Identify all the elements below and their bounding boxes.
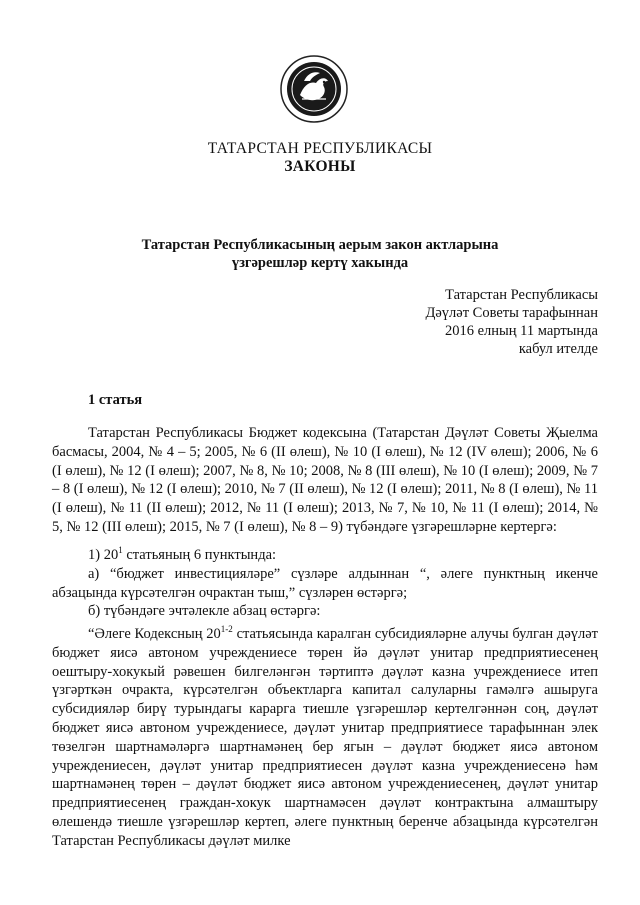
law-heading: ЗАКОНЫ <box>284 158 356 175</box>
intro-paragraph: Татарстан Республикасы Бюджет кодексына (Татарстан Дәүләт Советы Җыелма басмасы, 2004, № 4 – 5; 2005, № 6 (II өлеш), № 10 (I өлеш), № 12 (IV өлеш); 2006, № 6 (I өлеш), № 12 (I өлеш); 2007, № 8, № 10; 2008, № 8 (III өлеш), № 10 (I өлеш); 2009, № 7 – 8 (I өлеш), № 12 (I өлеш); 2010, № 7 (II өлеш), № 12 (I өлеш); 2011, № 8 (I өлеш), № 11 (I өлеш), № 11 (II өлеш); 2012, № 11 (I өлеш); 2013, № 7, № 10, № 11 (I өлеш); 2014, № 5, № 12 (III өлеш); 2015, № 7 (I өлеш), № 8 – 9) түбәндәге үзгәрешләрне кертергә: <box>52 425 598 535</box>
quote-post: статьясында каралган субсидияләрне алучы булган дәүләт бюджет яисә автоном учреждениесе төрен йә дәүләт унитар предприятиесенең оештыру-хокукый рәвешен билгеләнгән тәртиптә дәүләт казна учреждениесе итеп үзгәрткән очракта, күрсәтелгән объектларга капитал салуларны гамәлгә ашыруга субсидияләр бирү турындагы караргa тиешле үзгәрешләр кертелгәннән соң, дәүләт бюджет яисә автоном учреждениесе, дәүләт унитар предприятиесе тарафыннан элек төзелгән шартнамәләргә шартнамәнең бер ягын – дәүләт бюджет яисә автоном учреждениесен, дәүләт унитар предприятиесен дәүләт казна учреждениесенә һәм шартнамәнең төрен – дәүләт бюджет яисә автоном учреждениесенең, дәүләт унитар предприятиесенең граждан-хокук шартнамәсен дәүләт контрактына алмаштыру өлешендә тиешле үзгәрешләр кертеп, әлеге пунктның беренче абзацында күрсәтелгән Татарстан Республикасы дәүләт милке <box>52 626 599 849</box>
law-title-line-2: үзгәрешләр кертү хакында <box>231 255 409 271</box>
item-1 <box>52 546 598 565</box>
adoption-line-2: Дәүләт Советы тарафыннан <box>425 305 598 321</box>
article-intro <box>52 424 598 537</box>
amendment-items <box>52 546 598 621</box>
republic-heading: ТАТАРСТАН РЕСПУБЛИКАСЫ <box>207 140 433 157</box>
adoption-date: 2016 елның 11 мартында <box>445 323 598 339</box>
law-title-line-1: Татарстан Республикасының аерым закон актларына <box>141 237 499 253</box>
item-1-pre: 1) 20 <box>88 547 119 563</box>
quote-pre: “Әлеге Кодексның 20 <box>88 626 221 642</box>
item-a: а) “бюджет инвестицияләре” сүзләре алдыннан “, әлеге пунктның икенче абзацында күрсәтелгән очрактан тыш,” сүзләрен өстәргә; <box>52 565 598 601</box>
quote-text <box>52 625 598 851</box>
adoption-line-1: Татарстан Республикасы <box>445 287 598 303</box>
item-b: б) түбәндәге эчтәлекле абзац өстәргә: <box>88 603 321 620</box>
item-1-post: статьяның 6 пунктында: <box>122 547 277 563</box>
quoted-paragraph <box>52 625 598 851</box>
tatarstan-emblem-icon <box>280 55 348 123</box>
article-heading: 1 статья <box>88 392 143 408</box>
quote-sup: 1-2 <box>220 624 233 635</box>
item-1-sup: 1 <box>118 545 123 556</box>
adoption-line-4: кабул ителде <box>518 341 598 357</box>
